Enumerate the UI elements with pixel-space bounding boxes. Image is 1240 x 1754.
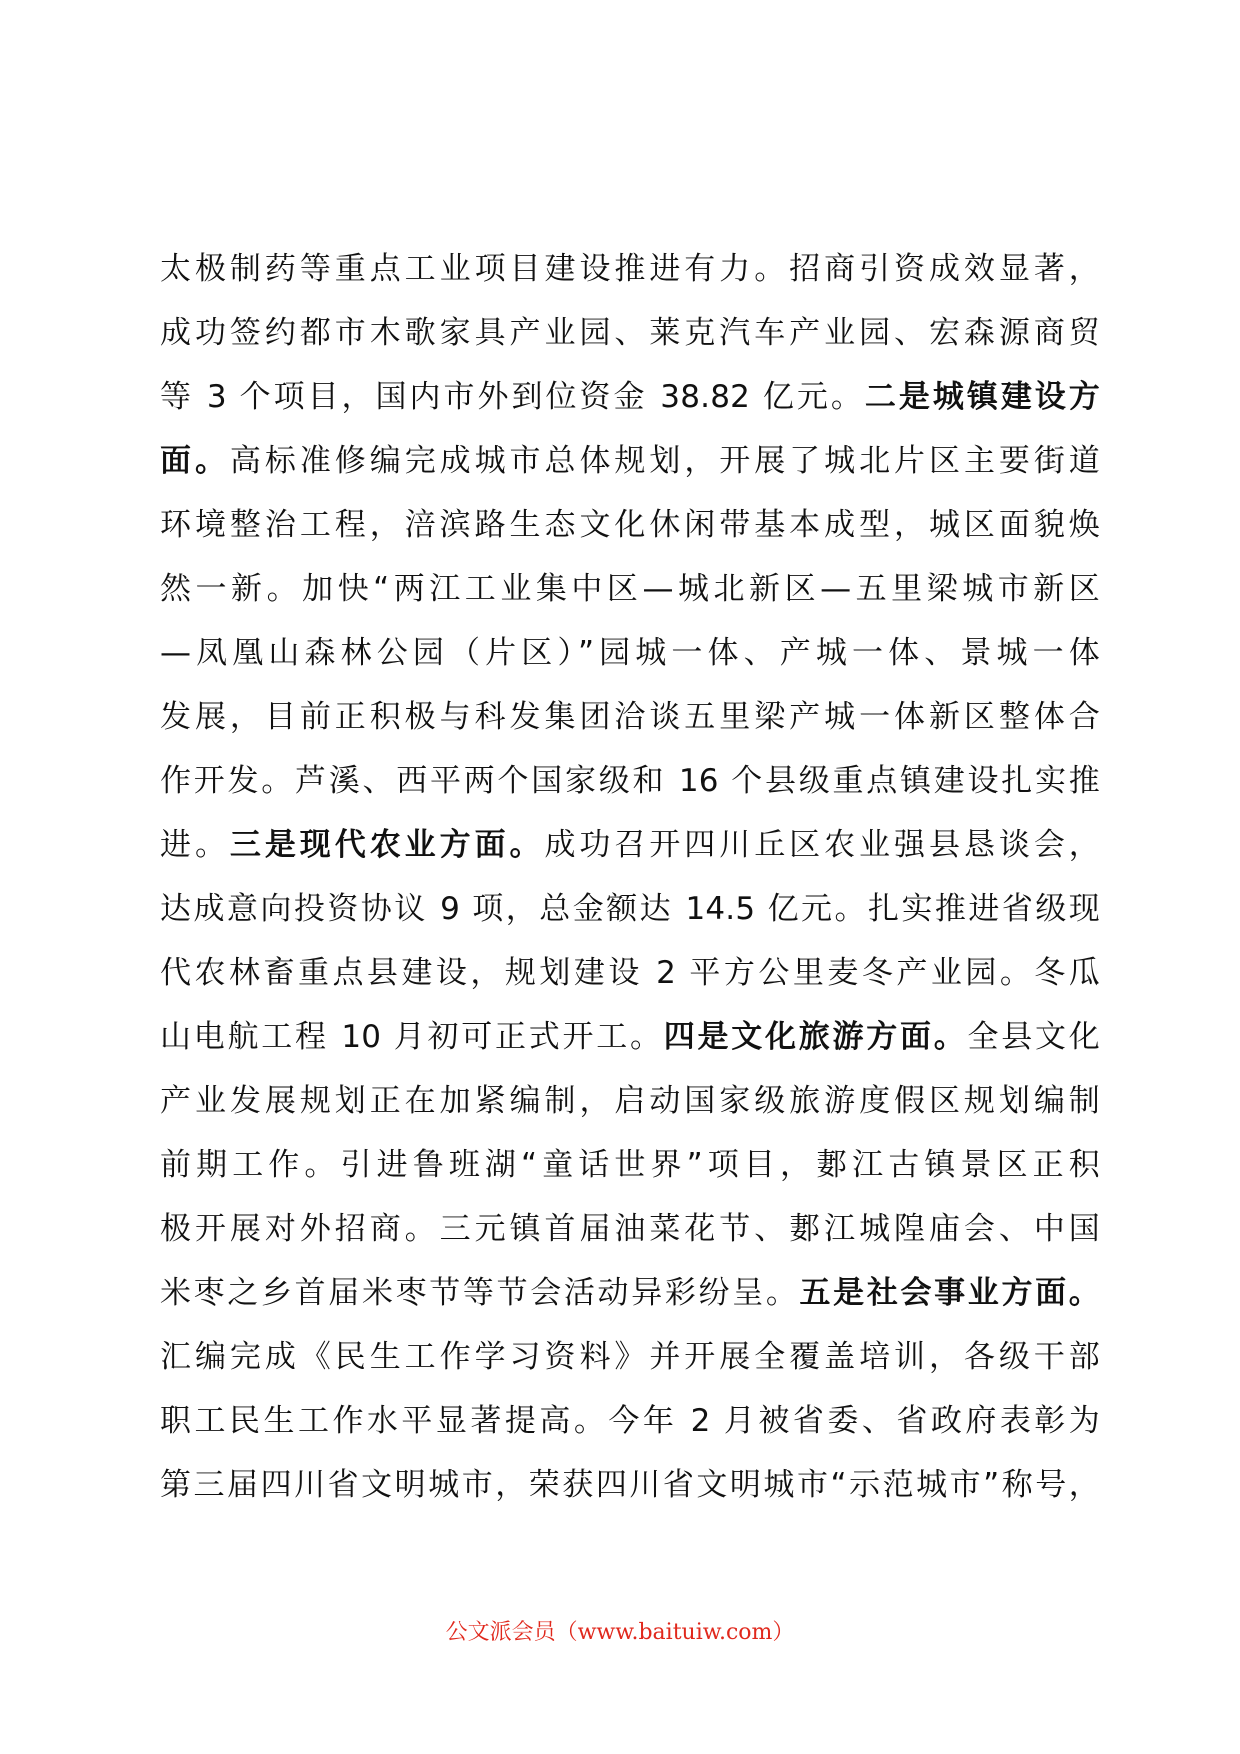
body-text-segment: 产业发展规划正在加紧编制，启动国家级旅游度假区规划编制 [160,1083,1100,1119]
body-text-segment: 成功签约都市木歌家具产业园、莱克汽车产业园、宏森源商贸 [160,315,1100,351]
body-text-segment: 环境整治工程，涪滨路生态文化休闲带基本成型，城区面貌焕 [160,507,1100,543]
text-line [160,429,1100,493]
body-text-segment: 然一新。加快“两江工业集中区—城北新区—五里梁城市新区 [160,571,1100,607]
body-text-segment: 米枣之乡首届米枣节等节会活动异彩纷呈。 [160,1275,800,1311]
body-text-segment: 成功召开四川丘区农业强县恳谈会， [544,827,1100,863]
body-text-segment: 极开展对外招商。三元镇首届油菜花节、郪江城隍庙会、中国 [160,1211,1100,1247]
text-line [160,237,1100,301]
text-line [160,1133,1100,1197]
text-line [160,1453,1100,1517]
text-line [160,941,1100,1005]
text-line [160,877,1100,941]
text-line [160,365,1100,429]
body-text-segment: 太极制药等重点工业项目建设推进有力。招商引资成效显著， [160,251,1100,287]
body-text-segment: —凤凰山森林公园（片区）”园城一体、产城一体、景城一体 [160,635,1100,671]
body-text-segment: 代农林畜重点县建设，规划建设 2 平方公里麦冬产业园。冬瓜 [160,955,1100,991]
body-text-segment: 进。 [160,827,230,863]
bold-heading-text: 三是现代农业方面。 [229,827,545,863]
bold-heading-text: 面。 [160,443,230,479]
body-text-segment: 作开发。芦溪、西平两个国家级和 16 个县级重点镇建设扎实推 [160,763,1100,799]
text-line [160,813,1100,877]
text-line [160,621,1100,685]
bold-heading-text: 五是社会事业方面。 [799,1275,1100,1311]
body-text-segment: 达成意向投资协议 9 项，总金额达 14.5 亿元。扎实推进省级现 [160,891,1100,927]
body-text-segment: 全县文化 [967,1019,1100,1055]
text-line [160,749,1100,813]
bold-heading-text: 二是城镇建设方 [864,379,1100,415]
body-text-segment: 等 3 个项目，国内市外到位资金 38.82 亿元。 [160,379,865,415]
text-line [160,1197,1100,1261]
body-text-segment: 高标准修编完成城市总体规划，开展了城北片区主要街道 [229,443,1101,479]
text-line [160,685,1100,749]
text-line [160,493,1100,557]
text-line [160,1005,1100,1069]
body-text-segment: 职工民生工作水平显著提高。今年 2 月被省委、省政府表彰为 [160,1403,1100,1439]
text-line [160,1261,1100,1325]
body-text-segment: 发展，目前正积极与科发集团洽谈五里梁产城一体新区整体合 [160,699,1100,735]
text-line [160,301,1100,365]
text-line [160,1389,1100,1453]
text-line [160,1069,1100,1133]
body-text [160,237,1100,1517]
bold-heading-text: 四是文化旅游方面。 [663,1019,968,1055]
body-text-segment: 前期工作。引进鲁班湖“童话世界”项目，郪江古镇景区正积 [160,1147,1100,1183]
text-line [160,557,1100,621]
body-text-segment: 第三届四川省文明城市，荣获四川省文明城市“示范城市”称号， [160,1467,1100,1503]
footer-watermark: 公文派会员（www.baituiw.com） [445,1620,795,1645]
body-text-segment: 山电航工程 10 月初可正式开工。 [160,1019,664,1055]
body-text-segment: 汇编完成《民生工作学习资料》并开展全覆盖培训，各级干部 [160,1339,1100,1375]
text-line [160,1325,1100,1389]
